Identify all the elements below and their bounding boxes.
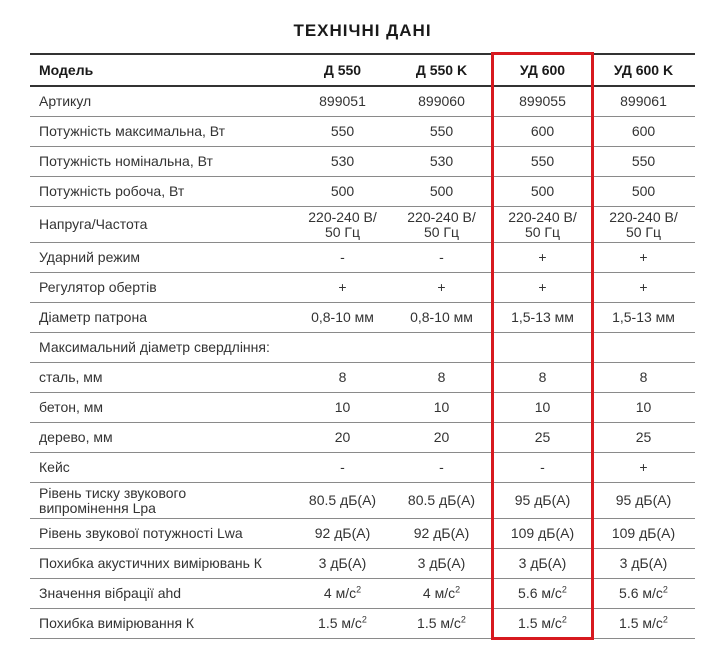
- table-body: [30, 86, 695, 639]
- table-row: [30, 86, 695, 117]
- table-row: [30, 363, 695, 393]
- cell-value: +: [390, 273, 493, 303]
- cell-value: 8: [493, 363, 592, 393]
- row-label: Потужність робоча, Вт: [30, 177, 295, 207]
- cell-value: 1,5-13 мм: [592, 303, 695, 333]
- table-row: [30, 549, 695, 579]
- row-label: бетон, мм: [30, 393, 295, 423]
- row-label: Ударний режим: [30, 243, 295, 273]
- cell-value: 5.6 $м/с^2$: [493, 579, 592, 609]
- table-row: [30, 453, 695, 483]
- row-label: Рівень тиску звукового випромінення Lpa: [30, 483, 295, 519]
- cell-value: 4 $м/с^2$: [295, 579, 390, 609]
- cell-value: 109 дБ(А): [493, 519, 592, 549]
- row-label: Похибка вимірювання К: [30, 609, 295, 639]
- cell-value: 20: [295, 423, 390, 453]
- cell-value: 3 дБ(А): [493, 549, 592, 579]
- cell-value: +: [592, 243, 695, 273]
- cell-value: 600: [592, 117, 695, 147]
- cell-value: 10: [493, 393, 592, 423]
- cell-value: -: [493, 453, 592, 483]
- table-row: [30, 147, 695, 177]
- cell-value: [592, 333, 695, 363]
- row-label: Потужність максимальна, Вт: [30, 117, 295, 147]
- cell-value: 3 дБ(А): [592, 549, 695, 579]
- cell-value: 10: [592, 393, 695, 423]
- page-title: ТЕХНІЧНІ ДАНІ: [293, 21, 432, 40]
- cell-value: 600: [493, 117, 592, 147]
- table-row: [30, 177, 695, 207]
- row-label: Діаметр патрона: [30, 303, 295, 333]
- cell-value: 8: [390, 363, 493, 393]
- cell-value: 530: [295, 147, 390, 177]
- row-label: Максимальний діаметр свердління:: [30, 333, 295, 363]
- cell-value: 25: [493, 423, 592, 453]
- cell-value: 20: [390, 423, 493, 453]
- row-label: Похибка акустичних вимірювань К: [30, 549, 295, 579]
- cell-value: 500: [493, 177, 592, 207]
- cell-value: 220-240 В/ 50 Гц: [295, 207, 390, 243]
- cell-value: 95 дБ(А): [592, 483, 695, 519]
- table-row: [30, 243, 695, 273]
- cell-value: 80.5 дБ(А): [390, 483, 493, 519]
- cell-value: 220-240 В/ 50 Гц: [390, 207, 493, 243]
- cell-value: 3 дБ(А): [295, 549, 390, 579]
- cell-value: 550: [295, 117, 390, 147]
- cell-value: 500: [390, 177, 493, 207]
- header-label: Модель: [30, 54, 295, 86]
- cell-value: 109 дБ(А): [592, 519, 695, 549]
- table-row: [30, 483, 695, 519]
- cell-value: 1.5 $м/с^2$: [390, 609, 493, 639]
- cell-value: 0,8-10 мм: [390, 303, 493, 333]
- header-model: Д 550: [295, 54, 390, 86]
- cell-value: -: [295, 243, 390, 273]
- header-model: Д 550 K: [390, 54, 493, 86]
- cell-value: -: [295, 453, 390, 483]
- cell-value: 92 дБ(А): [295, 519, 390, 549]
- row-label: Потужність номінальна, Вт: [30, 147, 295, 177]
- table-row: [30, 303, 695, 333]
- header-model: УД 600: [493, 54, 592, 86]
- cell-value: 530: [390, 147, 493, 177]
- row-label: сталь, мм: [30, 363, 295, 393]
- cell-value: 550: [493, 147, 592, 177]
- table-row: [30, 579, 695, 609]
- cell-value: -: [390, 243, 493, 273]
- cell-value: 1.5 $м/с^2$: [592, 609, 695, 639]
- cell-value: 8: [295, 363, 390, 393]
- cell-value: +: [295, 273, 390, 303]
- cell-value: 899051: [295, 86, 390, 117]
- cell-value: 550: [592, 147, 695, 177]
- cell-value: +: [493, 273, 592, 303]
- table-row: [30, 519, 695, 549]
- cell-value: 95 дБ(А): [493, 483, 592, 519]
- cell-value: 10: [295, 393, 390, 423]
- cell-value: 899061: [592, 86, 695, 117]
- cell-value: 4 $м/с^2$: [390, 579, 493, 609]
- cell-value: 80.5 дБ(А): [295, 483, 390, 519]
- row-label: дерево, мм: [30, 423, 295, 453]
- header-model: УД 600 K: [592, 54, 695, 86]
- cell-value: 3 дБ(А): [390, 549, 493, 579]
- cell-value: 899060: [390, 86, 493, 117]
- cell-value: +: [493, 243, 592, 273]
- cell-value: 550: [390, 117, 493, 147]
- cell-value: 1.5 $м/с^2$: [493, 609, 592, 639]
- table-row: [30, 423, 695, 453]
- cell-value: [295, 333, 390, 363]
- row-label: Напруга/Частота: [30, 207, 295, 243]
- row-label: Регулятор обертів: [30, 273, 295, 303]
- row-label: Артикул: [30, 86, 295, 117]
- cell-value: [493, 333, 592, 363]
- cell-value: +: [592, 273, 695, 303]
- cell-value: 92 дБ(А): [390, 519, 493, 549]
- cell-value: 25: [592, 423, 695, 453]
- cell-value: 500: [592, 177, 695, 207]
- cell-value: 500: [295, 177, 390, 207]
- table-row: [30, 393, 695, 423]
- cell-value: -: [390, 453, 493, 483]
- cell-value: 0,8-10 мм: [295, 303, 390, 333]
- cell-value: 1.5 $м/с^2$: [295, 609, 390, 639]
- cell-value: 1,5-13 мм: [493, 303, 592, 333]
- row-label: Значення вібрації ahd: [30, 579, 295, 609]
- cell-value: 899055: [493, 86, 592, 117]
- cell-value: 220-240 В/ 50 Гц: [592, 207, 695, 243]
- cell-value: 8: [592, 363, 695, 393]
- row-label: Кейс: [30, 453, 295, 483]
- spec-table: [30, 53, 695, 639]
- cell-value: 5.6 $м/с^2$: [592, 579, 695, 609]
- table-header-row: [30, 54, 695, 86]
- cell-value: 220-240 В/ 50 Гц: [493, 207, 592, 243]
- table-row: [30, 609, 695, 639]
- cell-value: [390, 333, 493, 363]
- table-row: [30, 117, 695, 147]
- cell-value: +: [592, 453, 695, 483]
- table-row: [30, 333, 695, 363]
- table-row: [30, 273, 695, 303]
- table-row: [30, 207, 695, 243]
- row-label: Рівень звукової потужності Lwa: [30, 519, 295, 549]
- cell-value: 10: [390, 393, 493, 423]
